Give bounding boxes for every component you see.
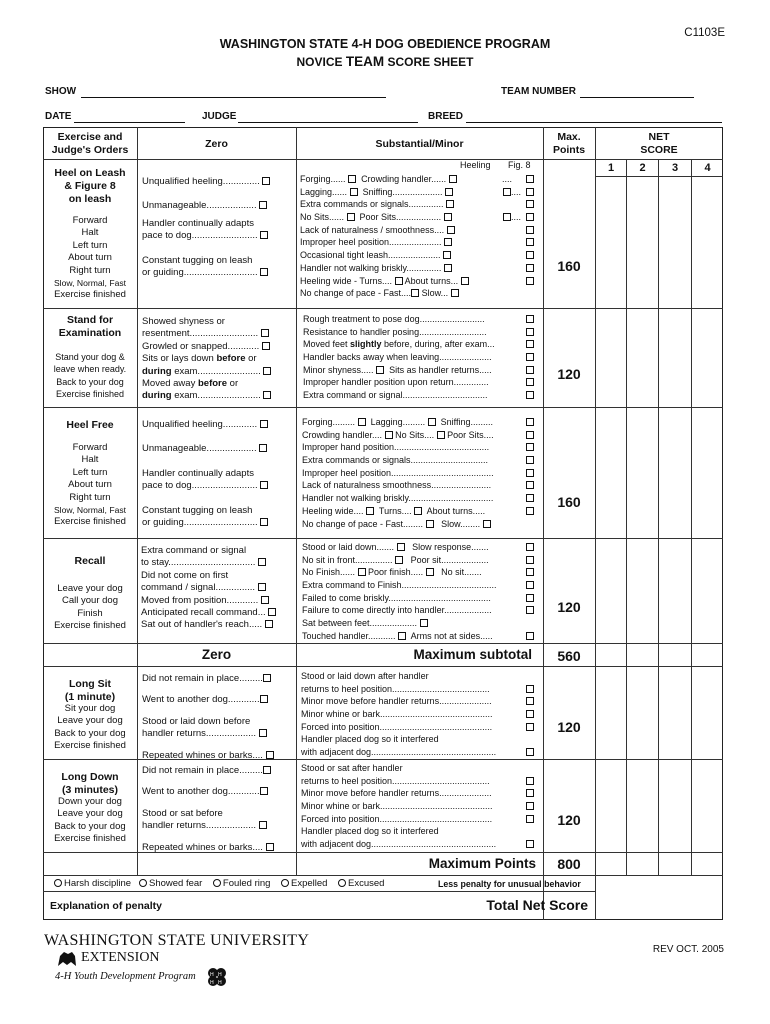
subtotal-value: 560 [557,648,581,664]
checkbox[interactable] [445,188,453,196]
checkbox[interactable] [526,697,534,705]
section-long-sit-title: Long Sit (1 minute) [64,678,116,703]
checkbox[interactable] [526,238,534,246]
checkbox[interactable] [266,843,274,851]
checkbox[interactable] [526,507,534,515]
row-divider [43,666,723,667]
checkbox[interactable] [259,821,267,829]
stand-minor: Rough treatment to pose dog.......................... Resistance to handler posing........................... Moved feet slightly before, during, after exam... Handler backs away when leaving..................... Minor shyness..... Sits as handler returns..... Improper handler position upon return.............. Extra command or signal.................................. [303,313,540,402]
checkbox[interactable] [526,443,534,451]
radio-circle[interactable] [54,879,62,887]
recall-zero: Extra command or signal to stay................................. Did not come on first command / signal............... Moved from position............ Anticipated recall command... Sat out of handler's reach..... [141,545,294,632]
checkbox[interactable] [526,391,534,399]
header-zero: Zero [205,138,228,150]
checkbox[interactable] [526,802,534,810]
checkbox[interactable] [268,608,276,616]
heel-leash-orders: Forward Halt Left turn About turn Right turn Slow, Normal, Fast Exercise finished [53,215,127,301]
checkbox[interactable] [263,391,271,399]
svg-text:H: H [210,980,214,986]
checkbox[interactable] [526,685,534,693]
checkbox[interactable] [426,520,434,528]
checkbox[interactable] [526,431,534,439]
checkbox[interactable] [261,596,269,604]
checkbox[interactable] [503,188,511,196]
checkbox[interactable] [526,264,534,272]
checkbox[interactable] [260,268,268,276]
max-heel-free: 160 [557,494,581,510]
long-sit-minor: Stood or laid down after handler returns to heel position....................................... Minor move before handler returns..................... Minor whine or bark............................................. Forced into position............................................. Handler placed dog so it interfered with adjacent dog.................................................. [301,670,540,759]
checkbox[interactable] [526,594,534,602]
header-substantial: Substantial/Minor [375,138,464,150]
checkbox[interactable] [526,456,534,464]
checkbox[interactable] [526,353,534,361]
checkbox[interactable] [437,431,445,439]
checkbox[interactable] [414,507,422,515]
wsu-logo-text: WASHINGTON STATE UNIVERSITY [44,932,310,949]
subtotal-zero: Zero [201,647,232,662]
checkbox[interactable] [526,188,534,196]
breed-field[interactable] [466,122,722,123]
checkbox[interactable] [447,226,455,234]
radio-circle[interactable] [213,879,221,887]
checkbox[interactable] [526,815,534,823]
max-long-sit: 120 [557,719,581,735]
max-recall: 120 [557,599,581,615]
checkbox[interactable] [483,520,491,528]
col-divider [691,159,692,875]
checkbox[interactable] [348,175,356,183]
checkbox[interactable] [526,481,534,489]
checkbox[interactable] [526,200,534,208]
checkbox[interactable] [526,556,534,564]
net-col-2: 2 [639,162,646,174]
checkbox[interactable] [260,518,268,526]
checkbox[interactable] [395,556,403,564]
recall-minor: Stood or laid down....... Slow response....... No sit in front............... Poor sit................... No Finish...... Poor finish..... No sit....... Extra command to Finish...................................... Failed to come briskly......................................... Failure to come directly into handler................... Sat between feet................... Touched handler........... Arms not at sides..... [302,541,540,643]
checkbox[interactable] [526,568,534,576]
recall-orders: Leave your dog Call your dog Finish Exercise finished [54,583,126,632]
checkbox[interactable] [526,418,534,426]
checkbox[interactable] [263,674,271,682]
max-stand: 120 [557,366,581,382]
checkbox[interactable] [526,328,534,336]
radio-circle[interactable] [139,879,147,887]
checkbox[interactable] [526,366,534,374]
checkbox[interactable] [526,748,534,756]
checkbox[interactable] [358,568,366,576]
checkbox[interactable] [449,175,457,183]
checkbox[interactable] [366,507,374,515]
checkbox[interactable] [260,420,268,428]
checkbox[interactable] [259,729,267,737]
row-divider [43,407,723,408]
heel-free-minor: Forging......... Lagging......... Sniffing......... Crowding handler.... No Sits.... Poor Sits.... Improper hand position...................................... Extra commands or signals............................... Improper heel position......................................... Lack of naturalness smoothness........................ Handler not walking briskly.................................. Heeling wide.... Turns.... About turns..... No change of pace - Fast........ Slow........ [302,416,540,530]
revision-date: REV OCT. 2005 [652,944,724,955]
col-divider [595,127,596,920]
col-divider [296,127,297,875]
section-heel-leash-title: Heel on Leash & Figure 8 on leash [54,167,126,205]
subtotal-label: Maximum subtotal [413,647,532,662]
checkbox[interactable] [526,175,534,183]
checkbox[interactable] [526,840,534,848]
row-divider [595,176,723,177]
svg-text:H: H [218,972,222,978]
svg-text:H: H [218,980,222,986]
wsu-cougar-icon [56,950,78,973]
checkbox[interactable] [526,723,534,731]
checkbox[interactable] [358,418,366,426]
checkbox[interactable] [397,543,405,551]
radio-circle[interactable] [281,879,289,887]
form-subtitle: NOVICE TEAM SCORE SHEET [296,54,474,69]
checkbox[interactable] [411,289,419,297]
heel-free-orders: Forward Halt Left turn About turn Right turn Slow, Normal, Fast Exercise finished [53,442,127,528]
checkbox[interactable] [265,620,273,628]
checkbox[interactable] [451,289,459,297]
option-expelled[interactable]: Expelled [281,878,327,889]
option-harsh[interactable]: Harsh discipline [54,878,131,889]
section-recall-title: Recall [74,555,106,567]
checkbox[interactable] [258,583,266,591]
checkbox[interactable] [261,329,269,337]
checkbox[interactable] [526,213,534,221]
header-exercise: Exercise and Judge's Orders [51,131,129,156]
checkbox[interactable] [376,366,384,374]
checkbox[interactable] [526,543,534,551]
col-divider [626,159,627,875]
checkbox[interactable] [526,710,534,718]
svg-text:H: H [210,972,214,978]
row-divider [43,308,723,309]
option-excused[interactable]: Excused [338,878,384,889]
col-divider [658,159,659,875]
checkbox[interactable] [526,777,534,785]
checkbox[interactable] [262,177,270,185]
checkbox[interactable] [266,751,274,759]
heel-leash-minor: Forging...... Crowding handler...... .... Lagging...... Sniffing.................... .... Extra commands or signals.............. No Sits...... Poor Sits.................. .... Lack of naturalness / smoothness.... Improper heel position..................... Occasional tight leash..................... Handler not walking briskly.............. Heeling wide - Turns.... About turns... No change of pace - Fast.... Slow... [300,173,540,300]
header-net: NET SCORE [640,131,678,156]
long-down-minor: Stood or sat after handler returns to heel position....................................... Minor move before handler returns..................... Minor whine or bark............................................. Forced into position............................................. Handler placed dog so it interfered with adjacent dog.................................................. [301,762,540,851]
checkbox[interactable] [526,581,534,589]
net-col-1: 1 [607,162,615,174]
checkbox[interactable] [398,632,406,640]
checkbox[interactable] [526,606,534,614]
row-divider [43,891,595,892]
header-max: Max. Points [552,131,586,156]
heel-leash-zero: Unqualified heeling.............. Unmanageable................... Handler continually adapts pace to dog......................... Constant tugging on leash or guiding............................ [142,176,294,279]
clover-icon [206,966,228,993]
program-text: 4-H Youth Development Program [55,971,196,982]
form-title: WASHINGTON STATE 4-H DOG OBEDIENCE PROGRAM [219,37,551,51]
checkbox[interactable] [395,277,403,285]
col-divider [137,127,138,875]
explanation-label: Explanation of penalty [50,900,163,912]
checkbox[interactable] [526,494,534,502]
row-divider [595,159,723,160]
col-divider [543,127,544,920]
checkbox[interactable] [526,632,534,640]
section-stand-title: Stand for Examination [58,314,122,339]
checkbox[interactable] [526,469,534,477]
checkbox[interactable] [526,340,534,348]
checkbox[interactable] [443,251,451,259]
checkbox[interactable] [420,619,428,627]
maximum-points-value: 800 [557,856,581,872]
date-field[interactable] [74,122,185,123]
team-number-label: TEAM NUMBER [501,86,576,97]
penalty-note: Less penalty for unusual behavior [438,879,581,889]
checkbox[interactable] [428,418,436,426]
checkbox[interactable] [526,789,534,797]
checkbox[interactable] [461,277,469,285]
row-divider [43,538,723,539]
team-number-field[interactable] [580,97,694,98]
checkbox[interactable] [526,251,534,259]
checkbox[interactable] [263,367,271,375]
option-fear[interactable]: Showed fear [139,878,202,889]
checkbox[interactable] [263,766,271,774]
checkbox[interactable] [347,213,355,221]
long-down-orders: Down your dog Leave your dog Back to your dog Exercise finished [54,796,126,845]
long-sit-zero: Did not remain in place......... Went to another dog............ Stood or laid down before handler returns................... Repeated whines or barks.... [142,673,294,762]
extension-text: EXTENSION [81,950,160,965]
checkbox[interactable] [444,264,452,272]
checkbox[interactable] [259,444,267,452]
judge-label: JUDGE [202,111,237,122]
checkbox[interactable] [258,558,266,566]
net-col-4: 4 [704,162,711,174]
max-heel-leash: 160 [557,258,581,274]
checkbox[interactable] [446,200,454,208]
show-label: SHOW [45,86,77,97]
checkbox[interactable] [444,238,452,246]
fig8-label: Fig. 8 [508,160,531,170]
net-col-3: 3 [671,162,679,174]
form-code: C1103E [684,27,725,39]
checkbox[interactable] [503,213,511,221]
section-long-down-title: Long Down (3 minutes) [61,771,119,796]
checkbox[interactable] [260,231,268,239]
checkbox[interactable] [526,277,534,285]
option-fouled[interactable]: Fouled ring [213,878,271,889]
section-heel-free-title: Heel Free [66,419,114,431]
show-field[interactable] [81,97,386,98]
checkbox[interactable] [262,342,270,350]
checkbox[interactable] [526,378,534,386]
long-down-zero: Did not remain in place......... Went to another dog............ Stood or sat before handler returns................... Repeated whines or barks.... [142,765,294,854]
checkbox[interactable] [260,481,268,489]
judge-field[interactable] [238,122,418,123]
row-divider [43,643,723,644]
date-label: DATE [45,111,72,122]
heel-free-zero: Unqualified heeling............. Unmanageable................... Handler continually adapts pace to dog......................... Constant tugging on leash or guiding............................ [142,419,294,529]
checkbox[interactable] [444,213,452,221]
checkbox[interactable] [385,431,393,439]
long-sit-orders: Sit your dog Leave your dog Back to your dog Exercise finished [54,703,126,752]
checkbox[interactable] [259,201,267,209]
heeling-label: Heeling [460,160,491,170]
checkbox[interactable] [260,787,268,795]
maximum-points-label: Maximum Points [428,856,536,871]
stand-zero: Showed shyness or resentment.......................... Growled or snapped............ Sits or lays down before or during exam........................ Moved away before or during exam........................ [142,316,294,403]
discipline-options [54,878,384,889]
breed-label: BREED [428,111,464,122]
row-divider [43,875,723,876]
checkbox[interactable] [526,315,534,323]
checkbox[interactable] [526,226,534,234]
checkbox[interactable] [260,695,268,703]
radio-circle[interactable] [338,879,346,887]
checkbox[interactable] [350,188,358,196]
total-net-score-label: Total Net Score [486,897,588,913]
checkbox[interactable] [426,568,434,576]
max-long-down: 120 [557,812,581,828]
stand-orders: Stand your dog & leave when ready. Back to your dog Exercise finished [53,352,127,400]
